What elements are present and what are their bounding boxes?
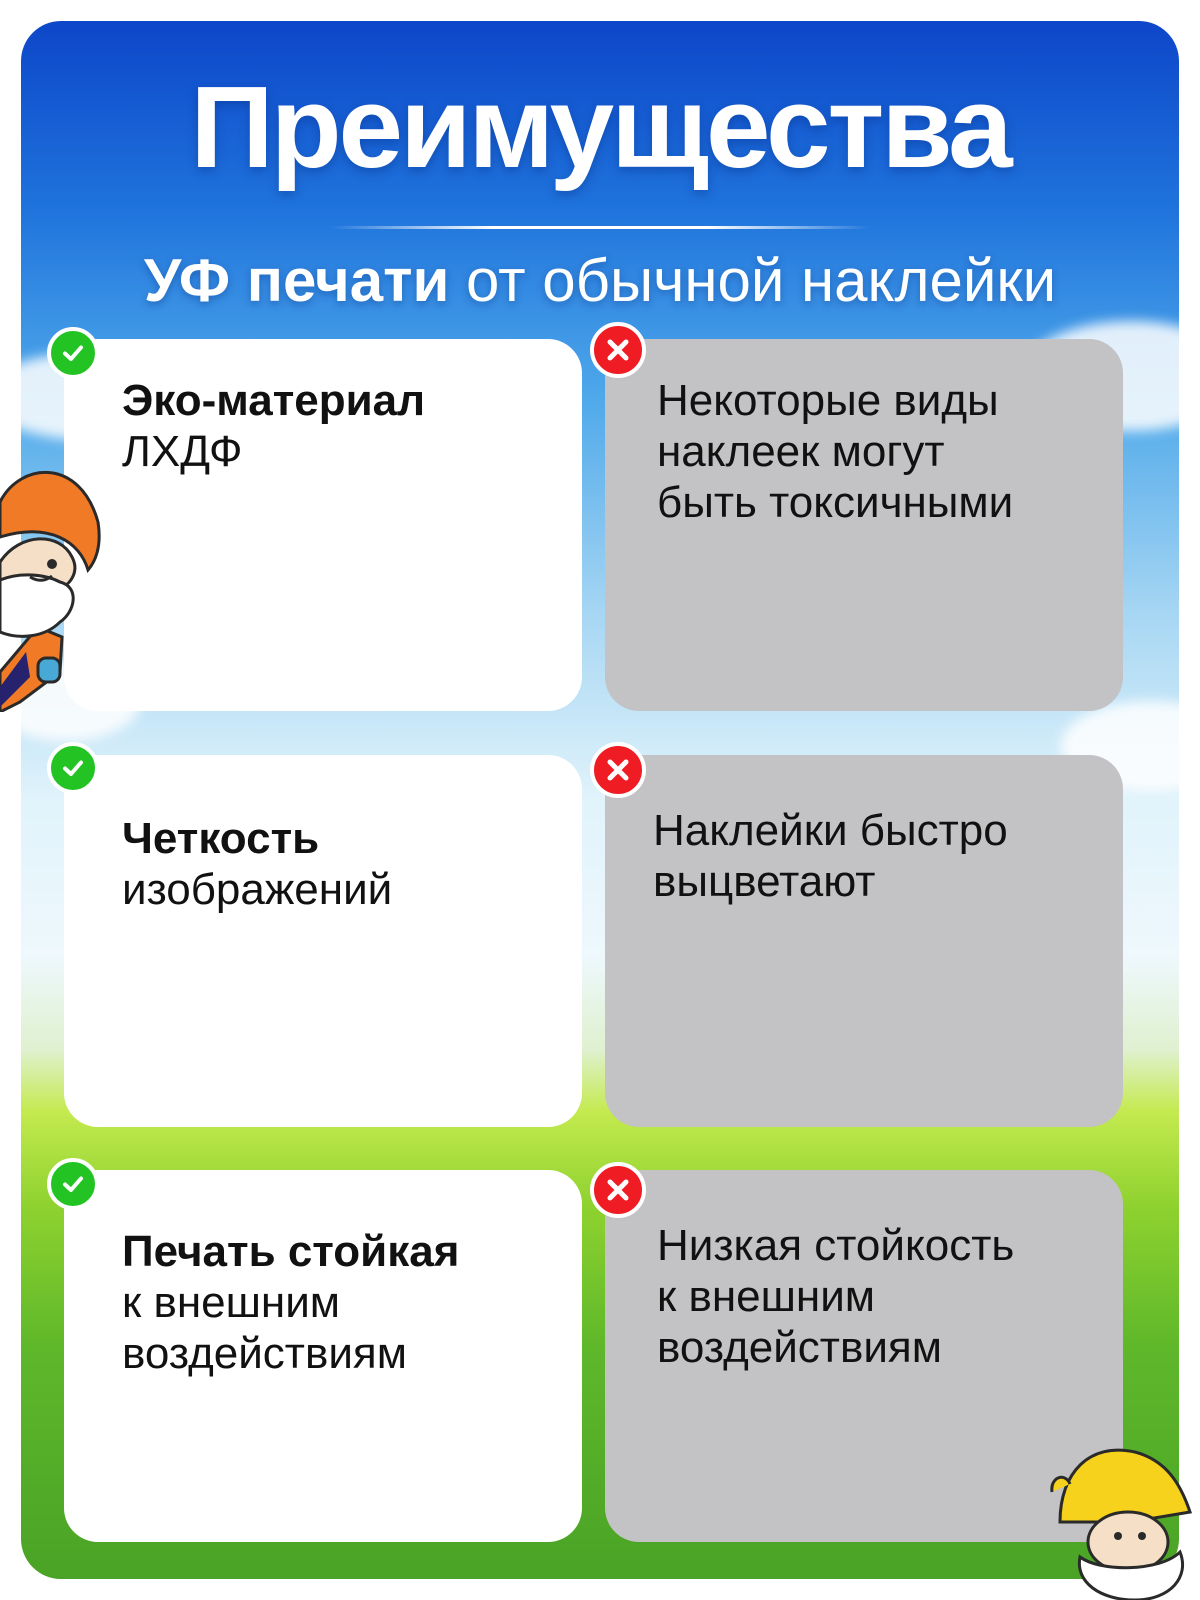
check-icon [47,1158,99,1210]
drawback-card-fading [605,755,1123,1127]
advantage-card-durable [64,1170,582,1542]
subtitle-bold: УФ печати [143,247,450,314]
advantage-card-clarity [64,755,582,1127]
gnome-orange-hat-icon [0,462,110,712]
check-icon [47,742,99,794]
drawback-line: Некоторые виды [657,376,999,425]
title-divider [330,226,870,229]
drawback-line: быть токсичными [657,478,1014,527]
advantage-line: к внешним [122,1278,341,1327]
drawback-line: наклеек могут [657,427,945,476]
advantage-line: изображений [122,865,393,914]
cross-icon [590,322,646,378]
page-subtitle [0,246,1200,315]
drawback-line: воздействиям [657,1323,942,1372]
advantage-card-eco [64,339,582,711]
drawback-line: к внешним [657,1272,876,1321]
advantage-line: воздействиям [122,1329,407,1378]
drawback-line: выцветают [653,857,876,906]
advantage-line: ЛХДФ [122,427,243,476]
advantage-title: Эко-материал [122,376,426,425]
drawback-card-toxic [605,339,1123,711]
drawback-line: Низкая стойкость [657,1221,1015,1270]
gnome-yellow-hat-icon [1040,1432,1200,1600]
check-icon [47,327,99,379]
advantage-title: Печать стойкая [122,1227,460,1276]
page-title: Преимущества [190,62,1010,192]
drawback-line: Наклейки быстро [653,806,1008,855]
cross-icon [590,1162,646,1218]
cross-icon [590,742,646,798]
advantage-title: Четкость [122,814,320,863]
subtitle-rest: от обычной наклейки [449,247,1057,314]
